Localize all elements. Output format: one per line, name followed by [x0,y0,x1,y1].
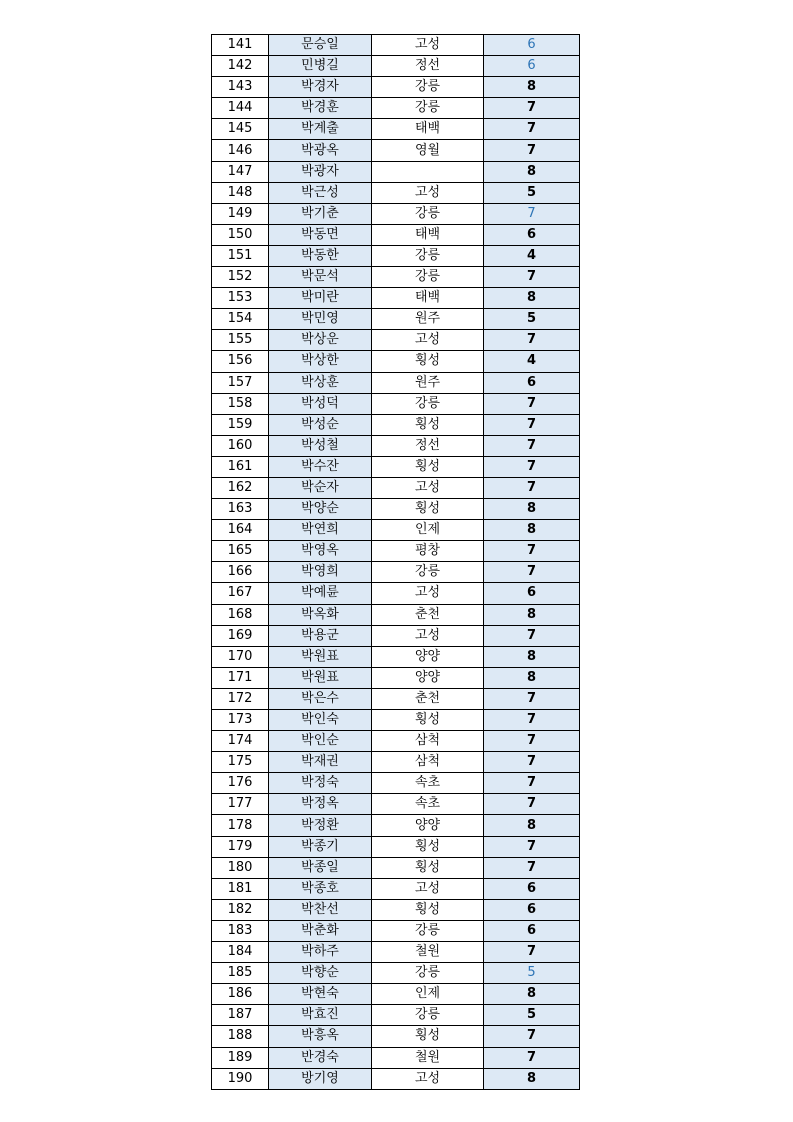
row-number-cell: 189 [212,1047,269,1068]
name-cell: 박근성 [269,182,372,203]
table-row [212,984,580,1005]
table-row [212,1047,580,1068]
name-cell: 박상운 [269,330,372,351]
score-cell: 8 [484,77,580,98]
table-row [212,899,580,920]
row-number-cell: 148 [212,182,269,203]
region-cell: 횡성 [372,836,484,857]
region-cell: 횡성 [372,351,484,372]
row-number-cell: 157 [212,372,269,393]
score-cell: 4 [484,245,580,266]
name-cell: 박인순 [269,731,372,752]
region-cell: 횡성 [372,710,484,731]
row-number-cell: 164 [212,520,269,541]
table-row [212,942,580,963]
score-cell: 7 [484,98,580,119]
name-cell: 박경훈 [269,98,372,119]
row-number-cell: 156 [212,351,269,372]
name-cell: 박종기 [269,836,372,857]
row-number-cell: 152 [212,267,269,288]
region-cell: 강릉 [372,393,484,414]
row-number-cell: 176 [212,773,269,794]
row-number-cell: 161 [212,456,269,477]
name-cell: 박찬선 [269,899,372,920]
name-cell: 박정옥 [269,794,372,815]
table-row [212,625,580,646]
table-row [212,77,580,98]
region-cell: 태백 [372,288,484,309]
region-cell: 삼척 [372,731,484,752]
score-cell: 7 [484,710,580,731]
row-number-cell: 144 [212,98,269,119]
table-row [212,752,580,773]
score-cell: 7 [484,456,580,477]
score-cell: 7 [484,857,580,878]
row-number-cell: 145 [212,119,269,140]
region-cell: 태백 [372,224,484,245]
table-row [212,182,580,203]
region-cell: 강릉 [372,562,484,583]
region-cell: 속초 [372,773,484,794]
table-row [212,688,580,709]
table-row [212,456,580,477]
row-number-cell: 179 [212,836,269,857]
region-cell: 인제 [372,520,484,541]
name-cell: 민병길 [269,56,372,77]
table-row [212,562,580,583]
score-cell: 7 [484,752,580,773]
score-cell: 6 [484,56,580,77]
region-cell: 강릉 [372,203,484,224]
score-cell: 7 [484,688,580,709]
table-row [212,541,580,562]
table-row [212,499,580,520]
table-row [212,161,580,182]
table-row [212,435,580,456]
table-row [212,56,580,77]
row-number-cell: 155 [212,330,269,351]
score-cell: 7 [484,140,580,161]
region-cell: 인제 [372,984,484,1005]
name-cell: 박상훈 [269,372,372,393]
name-cell: 박정숙 [269,773,372,794]
row-number-cell: 166 [212,562,269,583]
row-number-cell: 174 [212,731,269,752]
region-cell: 정선 [372,56,484,77]
score-cell: 7 [484,773,580,794]
region-cell: 강릉 [372,920,484,941]
row-number-cell: 158 [212,393,269,414]
table-row [212,646,580,667]
region-cell: 양양 [372,815,484,836]
name-cell: 박광옥 [269,140,372,161]
region-cell [372,161,484,182]
region-cell: 고성 [372,583,484,604]
table-row [212,878,580,899]
score-cell: 8 [484,161,580,182]
name-cell: 박성덕 [269,393,372,414]
region-cell: 강릉 [372,1005,484,1026]
score-table-body [212,35,580,1090]
row-number-cell: 167 [212,583,269,604]
region-cell: 철원 [372,1047,484,1068]
row-number-cell: 146 [212,140,269,161]
name-cell: 박원표 [269,646,372,667]
name-cell: 박영희 [269,562,372,583]
score-cell: 7 [484,1047,580,1068]
table-row [212,710,580,731]
table-row [212,414,580,435]
score-cell: 7 [484,942,580,963]
region-cell: 강릉 [372,245,484,266]
score-cell: 5 [484,309,580,330]
row-number-cell: 149 [212,203,269,224]
score-cell: 7 [484,562,580,583]
row-number-cell: 185 [212,963,269,984]
score-cell: 8 [484,667,580,688]
row-number-cell: 150 [212,224,269,245]
row-number-cell: 182 [212,899,269,920]
name-cell: 박성철 [269,435,372,456]
name-cell: 박문석 [269,267,372,288]
row-number-cell: 171 [212,667,269,688]
name-cell: 박옥화 [269,604,372,625]
row-number-cell: 163 [212,499,269,520]
score-cell: 8 [484,520,580,541]
region-cell: 강릉 [372,963,484,984]
region-cell: 고성 [372,1068,484,1089]
row-number-cell: 184 [212,942,269,963]
row-number-cell: 180 [212,857,269,878]
row-number-cell: 159 [212,414,269,435]
region-cell: 고성 [372,182,484,203]
score-cell: 8 [484,499,580,520]
region-cell: 강릉 [372,267,484,288]
table-row [212,815,580,836]
table-row [212,836,580,857]
row-number-cell: 188 [212,1026,269,1047]
table-row [212,245,580,266]
name-cell: 박수잔 [269,456,372,477]
name-cell: 박향순 [269,963,372,984]
row-number-cell: 178 [212,815,269,836]
table-row [212,35,580,56]
region-cell: 태백 [372,119,484,140]
region-cell: 평창 [372,541,484,562]
region-cell: 고성 [372,878,484,899]
name-cell: 박양순 [269,499,372,520]
region-cell: 고성 [372,330,484,351]
name-cell: 박광자 [269,161,372,182]
name-cell: 문승일 [269,35,372,56]
region-cell: 횡성 [372,899,484,920]
score-cell: 6 [484,224,580,245]
region-cell: 양양 [372,646,484,667]
score-cell: 6 [484,35,580,56]
name-cell: 방기영 [269,1068,372,1089]
name-cell: 박효진 [269,1005,372,1026]
name-cell: 박계출 [269,119,372,140]
name-cell: 반경숙 [269,1047,372,1068]
score-cell: 7 [484,625,580,646]
row-number-cell: 190 [212,1068,269,1089]
region-cell: 강릉 [372,77,484,98]
score-cell: 5 [484,1005,580,1026]
name-cell: 박하주 [269,942,372,963]
score-cell: 5 [484,182,580,203]
score-cell: 7 [484,267,580,288]
table-row [212,667,580,688]
name-cell: 박춘화 [269,920,372,941]
score-cell: 8 [484,984,580,1005]
row-number-cell: 170 [212,646,269,667]
table-row [212,1005,580,1026]
table-row [212,351,580,372]
score-cell: 6 [484,920,580,941]
row-number-cell: 141 [212,35,269,56]
row-number-cell: 173 [212,710,269,731]
name-cell: 박기춘 [269,203,372,224]
row-number-cell: 183 [212,920,269,941]
region-cell: 원주 [372,309,484,330]
score-cell: 7 [484,836,580,857]
name-cell: 박현숙 [269,984,372,1005]
table-row [212,773,580,794]
name-cell: 박흥옥 [269,1026,372,1047]
score-cell: 7 [484,203,580,224]
score-cell: 7 [484,119,580,140]
score-table [211,34,580,1090]
score-cell: 7 [484,477,580,498]
name-cell: 박용군 [269,625,372,646]
region-cell: 고성 [372,35,484,56]
table-row [212,520,580,541]
region-cell: 고성 [372,625,484,646]
region-cell: 삼척 [372,752,484,773]
name-cell: 박종호 [269,878,372,899]
row-number-cell: 142 [212,56,269,77]
name-cell: 박성순 [269,414,372,435]
score-cell: 7 [484,393,580,414]
table-row [212,372,580,393]
table-row [212,920,580,941]
row-number-cell: 147 [212,161,269,182]
region-cell: 횡성 [372,456,484,477]
region-cell: 횡성 [372,414,484,435]
region-cell: 철원 [372,942,484,963]
name-cell: 박재권 [269,752,372,773]
table-row [212,477,580,498]
score-cell: 7 [484,541,580,562]
table-row [212,330,580,351]
region-cell: 춘천 [372,688,484,709]
name-cell: 박정환 [269,815,372,836]
table-row [212,794,580,815]
region-cell: 춘천 [372,604,484,625]
region-cell: 영월 [372,140,484,161]
score-cell: 6 [484,878,580,899]
name-cell: 박연희 [269,520,372,541]
row-number-cell: 143 [212,77,269,98]
row-number-cell: 162 [212,477,269,498]
row-number-cell: 169 [212,625,269,646]
row-number-cell: 175 [212,752,269,773]
table-row [212,857,580,878]
name-cell: 박동한 [269,245,372,266]
name-cell: 박경자 [269,77,372,98]
table-row [212,1068,580,1089]
row-number-cell: 168 [212,604,269,625]
name-cell: 박민영 [269,309,372,330]
table-row [212,309,580,330]
region-cell: 고성 [372,477,484,498]
score-cell: 4 [484,351,580,372]
row-number-cell: 165 [212,541,269,562]
region-cell: 횡성 [372,1026,484,1047]
name-cell: 박동면 [269,224,372,245]
score-cell: 8 [484,288,580,309]
score-cell: 6 [484,372,580,393]
table-row [212,604,580,625]
row-number-cell: 153 [212,288,269,309]
name-cell: 박은수 [269,688,372,709]
table-row [212,119,580,140]
score-cell: 8 [484,646,580,667]
region-cell: 횡성 [372,499,484,520]
name-cell: 박미란 [269,288,372,309]
score-cell: 7 [484,435,580,456]
score-cell: 7 [484,330,580,351]
table-row [212,203,580,224]
score-cell: 7 [484,1026,580,1047]
score-cell: 8 [484,815,580,836]
score-cell: 5 [484,963,580,984]
table-row [212,583,580,604]
name-cell: 박순자 [269,477,372,498]
score-cell: 8 [484,1068,580,1089]
name-cell: 박종일 [269,857,372,878]
row-number-cell: 160 [212,435,269,456]
table-row [212,963,580,984]
score-cell: 7 [484,731,580,752]
row-number-cell: 177 [212,794,269,815]
region-cell: 정선 [372,435,484,456]
table-row [212,1026,580,1047]
name-cell: 박예륜 [269,583,372,604]
region-cell: 속초 [372,794,484,815]
score-cell: 7 [484,414,580,435]
name-cell: 박상한 [269,351,372,372]
row-number-cell: 181 [212,878,269,899]
table-row [212,98,580,119]
row-number-cell: 154 [212,309,269,330]
name-cell: 박원표 [269,667,372,688]
row-number-cell: 172 [212,688,269,709]
region-cell: 횡성 [372,857,484,878]
region-cell: 양양 [372,667,484,688]
score-cell: 8 [484,604,580,625]
row-number-cell: 187 [212,1005,269,1026]
table-row [212,267,580,288]
region-cell: 원주 [372,372,484,393]
region-cell: 강릉 [372,98,484,119]
name-cell: 박인숙 [269,710,372,731]
row-number-cell: 186 [212,984,269,1005]
name-cell: 박영옥 [269,541,372,562]
table-row [212,731,580,752]
table-row [212,224,580,245]
row-number-cell: 151 [212,245,269,266]
table-row [212,393,580,414]
score-cell: 7 [484,794,580,815]
score-cell: 6 [484,583,580,604]
table-row [212,140,580,161]
table-row [212,288,580,309]
score-cell: 6 [484,899,580,920]
